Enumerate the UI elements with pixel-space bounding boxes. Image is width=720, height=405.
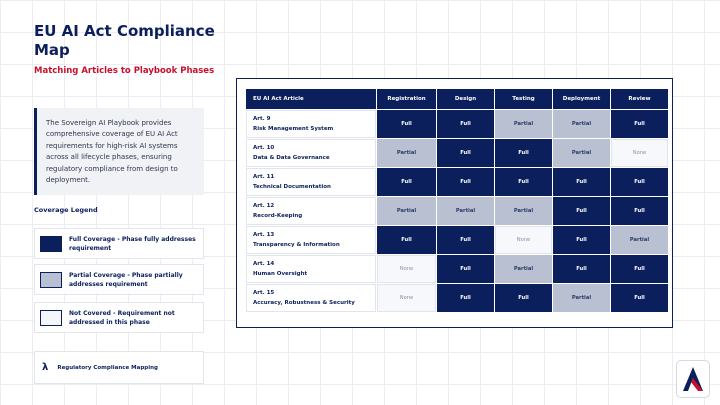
coverage-cell: Full: [437, 255, 494, 283]
brand-logo-icon: [676, 360, 710, 398]
article-name: Technical Documentation: [253, 184, 331, 190]
coverage-cell: Partial: [377, 139, 436, 167]
coverage-cell: Partial: [553, 284, 610, 312]
coverage-cell: Full: [437, 139, 494, 167]
description-box: The Sovereign AI Playbook provides comprehensive coverage of EU AI Act requirements for high-risk AI systems across all lifecycle phases, ensuring regulatory compliance from design to deployment.: [34, 108, 204, 195]
article-number: Art. 11: [253, 174, 275, 180]
article-number: Art. 10: [253, 145, 275, 151]
article-number: Art. 14: [253, 261, 275, 267]
compliance-table: [245, 88, 669, 313]
legend-label: Full Coverage - Phase fully addresses requirement: [69, 235, 196, 252]
coverage-cell: None: [377, 255, 436, 283]
article-cell: [246, 284, 376, 312]
legend-label: Partial Coverage - Phase partially addresses requirement: [69, 271, 183, 288]
coverage-cell: Partial: [611, 226, 668, 254]
coverage-cell: Full: [611, 168, 668, 196]
coverage-cell: Full: [495, 168, 552, 196]
article-number: Art. 13: [253, 232, 275, 238]
table-row: [246, 139, 668, 167]
coverage-cell: Full: [437, 168, 494, 196]
article-name: Accuracy, Robustness & Security: [253, 300, 355, 306]
page-title: EU AI Act Compliance Map: [34, 22, 215, 59]
article-cell: [246, 110, 376, 138]
coverage-cell: Full: [437, 110, 494, 138]
coverage-cell: Full: [553, 255, 610, 283]
none-swatch: [40, 310, 62, 326]
coverage-cell: Full: [611, 110, 668, 138]
article-cell: [246, 139, 376, 167]
coverage-cell: Partial: [495, 110, 552, 138]
coverage-cell: Full: [437, 284, 494, 312]
legend-label: Not Covered - Requirement not addressed in this phase: [69, 309, 175, 326]
header-article: EU AI Act Article: [246, 89, 376, 109]
lambda-icon: λ: [42, 362, 49, 373]
legend-item-none: [34, 302, 204, 333]
partial-swatch: [40, 272, 62, 288]
table-row: [246, 284, 668, 312]
coverage-cell: Full: [553, 197, 610, 225]
coverage-cell: Full: [553, 226, 610, 254]
header-design: Design: [437, 89, 494, 109]
legend-item-partial: [34, 264, 204, 295]
article-cell: [246, 226, 376, 254]
coverage-cell: Full: [377, 110, 436, 138]
coverage-cell: Full: [553, 168, 610, 196]
coverage-cell: Partial: [553, 139, 610, 167]
table-row: [246, 110, 668, 138]
header-deployment: Deployment: [553, 89, 610, 109]
table-row: [246, 255, 668, 283]
coverage-cell: Partial: [553, 110, 610, 138]
article-name: Transparency & Information: [253, 242, 340, 248]
coverage-cell: Full: [377, 168, 436, 196]
coverage-cell: Full: [495, 284, 552, 312]
coverage-cell: Full: [611, 284, 668, 312]
page-subtitle: Matching Articles to Playbook Phases: [34, 66, 215, 76]
legend-title: Coverage Legend: [34, 206, 98, 214]
brand-logo-icon: [682, 366, 704, 392]
table-row: [246, 226, 668, 254]
article-cell: [246, 168, 376, 196]
table-row: [246, 197, 668, 225]
table-row: [246, 168, 668, 196]
header-registration: Registration: [377, 89, 436, 109]
article-name: Record-Keeping: [253, 213, 303, 219]
article-number: Art. 9: [253, 116, 271, 122]
header-review: Review: [611, 89, 668, 109]
coverage-cell: None: [495, 226, 552, 254]
article-number: Art. 15: [253, 290, 275, 296]
coverage-cell: Partial: [377, 197, 436, 225]
coverage-cell: Partial: [495, 255, 552, 283]
coverage-cell: Partial: [495, 197, 552, 225]
coverage-cell: Partial: [437, 197, 494, 225]
compliance-table-panel: [236, 78, 673, 328]
coverage-cell: None: [611, 139, 668, 167]
article-cell: [246, 197, 376, 225]
article-name: Human Oversight: [253, 271, 308, 277]
regulatory-mapping-box: [34, 351, 204, 384]
coverage-cell: Full: [377, 226, 436, 254]
article-number: Art. 12: [253, 203, 275, 209]
header-testing: Testing: [495, 89, 552, 109]
regulatory-mapping-label: Regulatory Compliance Mapping: [57, 364, 158, 371]
coverage-cell: None: [377, 284, 436, 312]
legend-item-full: [34, 228, 204, 259]
full-swatch: [40, 236, 62, 252]
article-name: Risk Management System: [253, 126, 334, 132]
coverage-cell: Full: [611, 197, 668, 225]
coverage-cell: Full: [495, 139, 552, 167]
table-header-row: [246, 89, 668, 109]
coverage-cell: Full: [611, 255, 668, 283]
article-cell: [246, 255, 376, 283]
article-name: Data & Data Governance: [253, 155, 330, 161]
coverage-cell: Full: [437, 226, 494, 254]
